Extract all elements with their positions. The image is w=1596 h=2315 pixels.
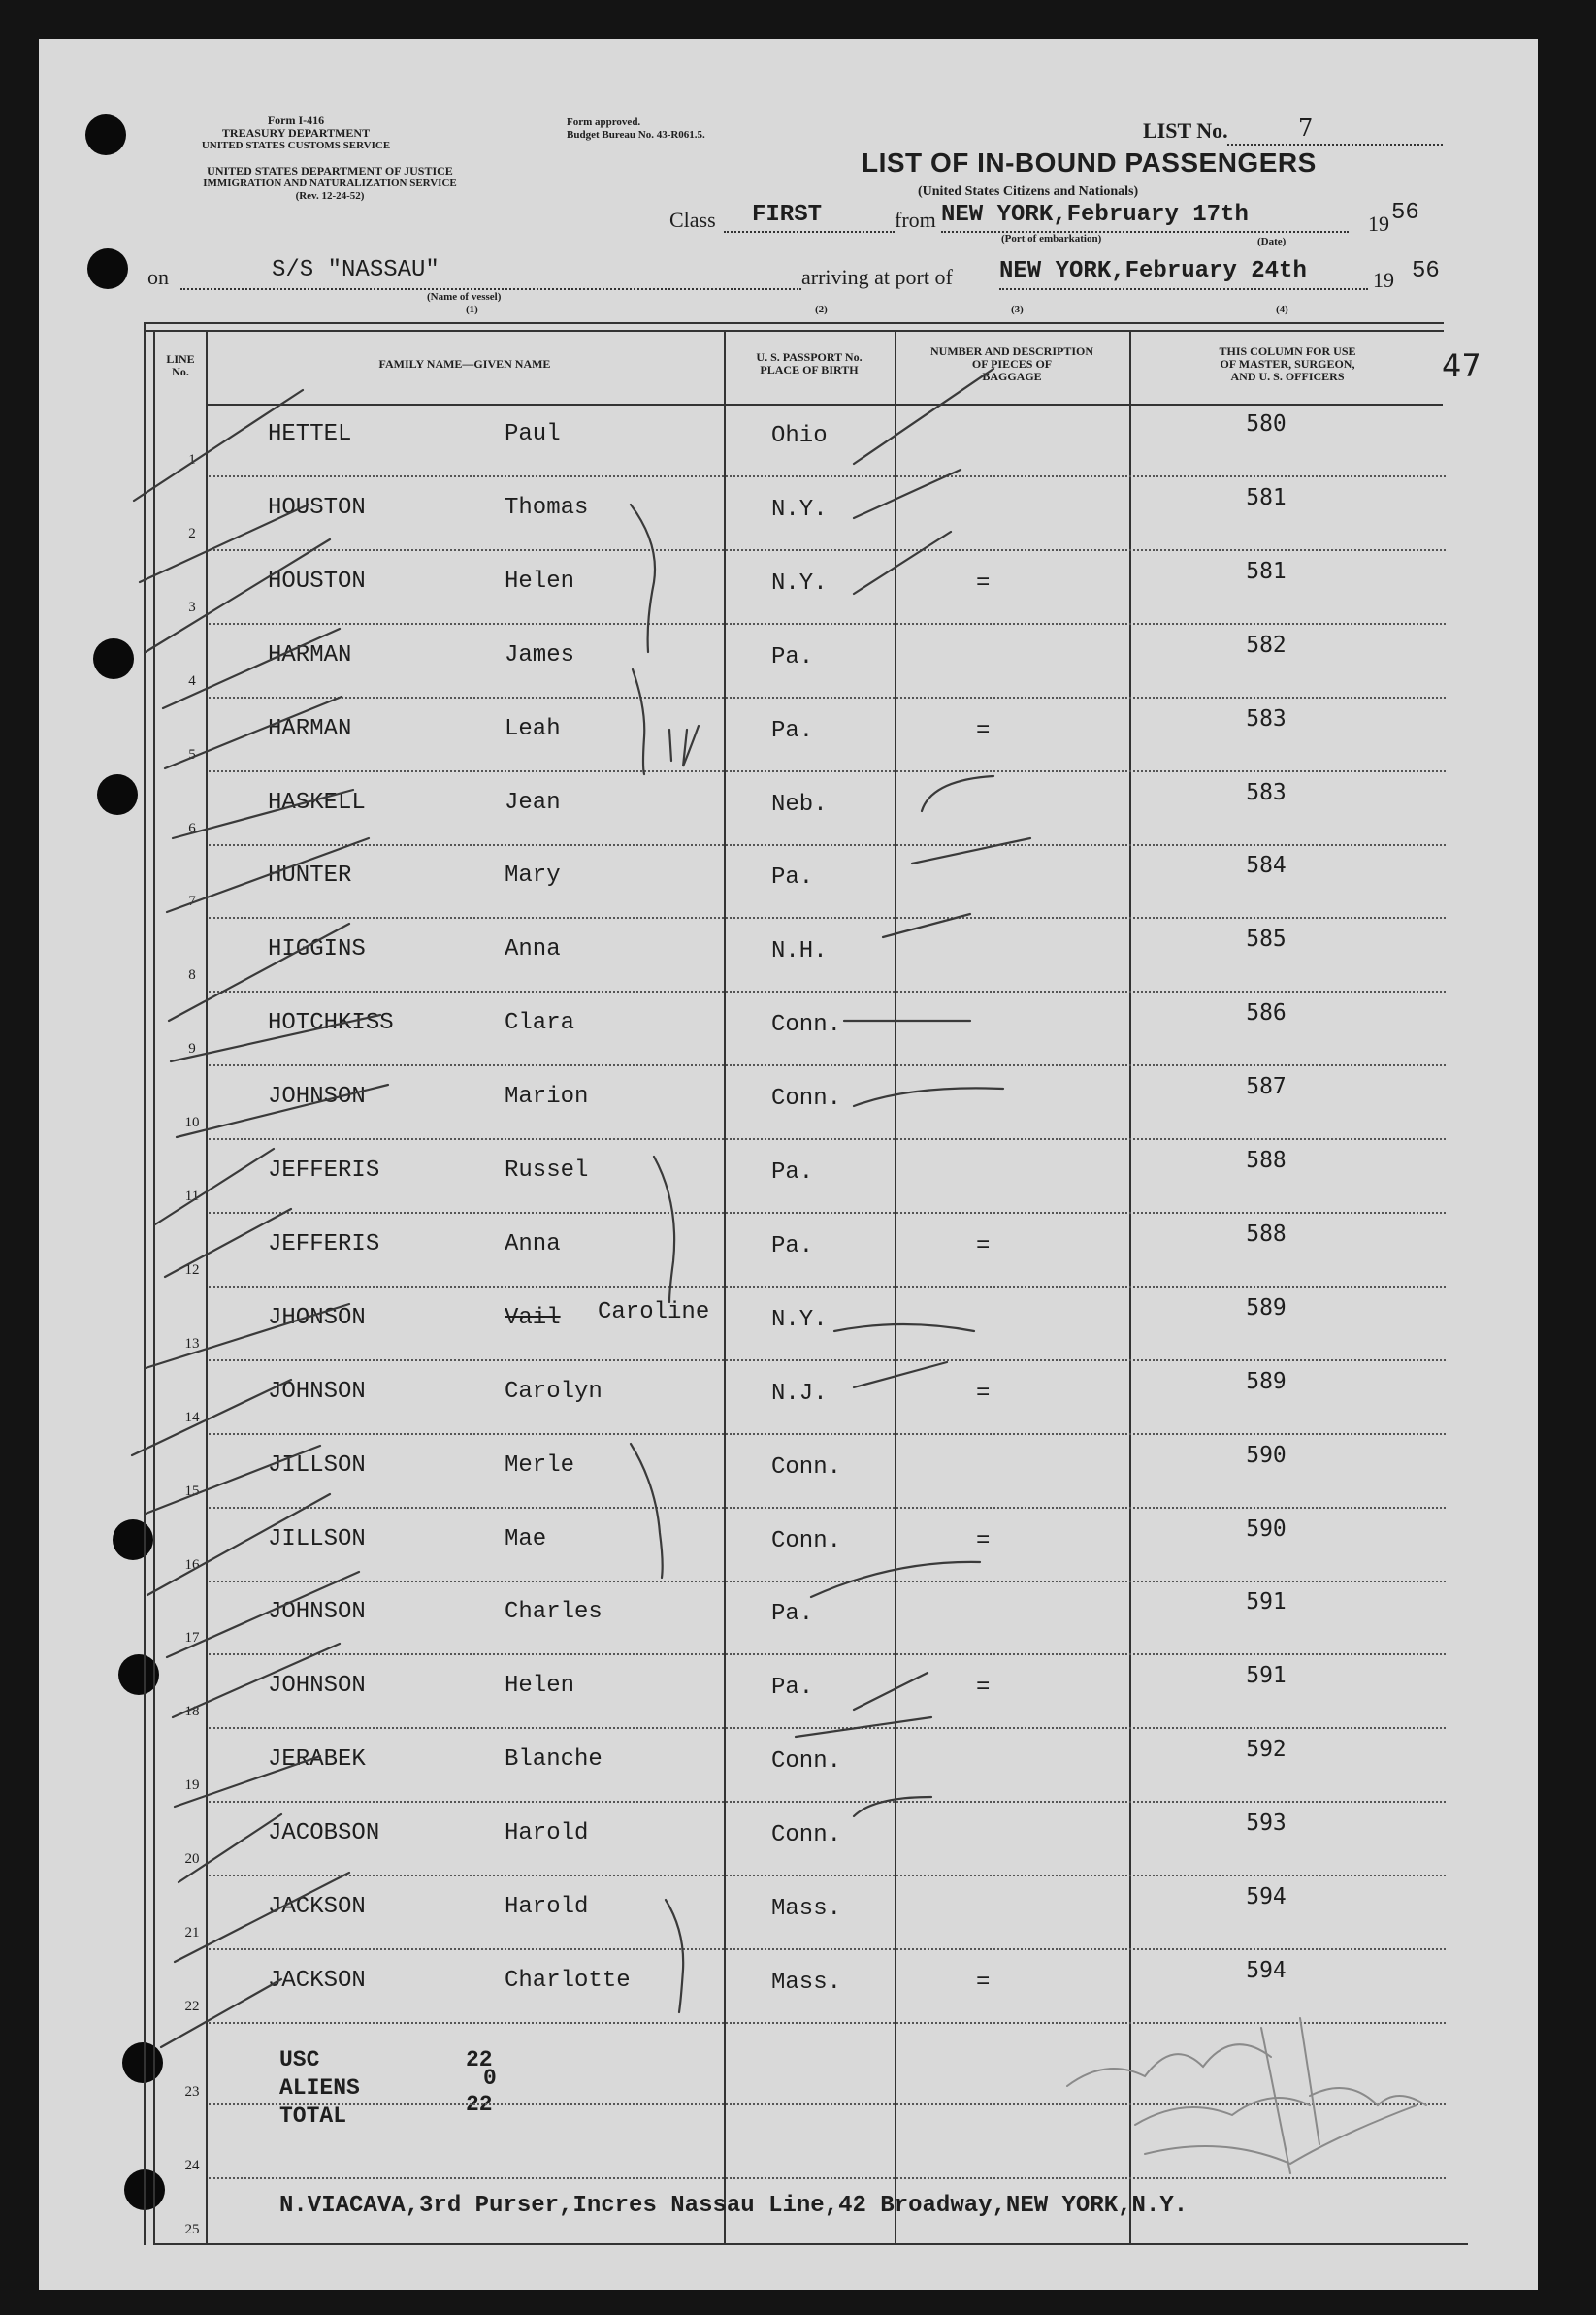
given-name: Harold [505, 1894, 589, 1920]
total-usc [279, 2045, 493, 2073]
line-number: 13 [184, 1335, 200, 1352]
line-number-24: 24 [184, 2158, 200, 2173]
punch-hole-7 [122, 2042, 163, 2083]
given-name: Helen [505, 568, 575, 595]
place-of-birth: N.H. [771, 938, 828, 965]
given-name: Anna [505, 1230, 561, 1257]
family-name: HOUSTON [268, 494, 366, 521]
ins-name: IMMIGRATION AND NATURALIZATION SERVICE [203, 178, 457, 189]
family-name: HASKELL [268, 789, 366, 816]
total-usc-value: 22 [466, 2047, 493, 2072]
row-line [209, 623, 1446, 625]
list-no-line [1227, 144, 1443, 146]
officer-number: 591 [1246, 1589, 1287, 1615]
given-name: Russel [505, 1158, 589, 1184]
arrival-line [999, 288, 1368, 290]
row-line [209, 1064, 1446, 1066]
budget-bureau: Budget Bureau No. 43-R061.5. [567, 129, 705, 141]
place-of-birth: N.Y. [771, 570, 828, 597]
table-row [0, 1731, 1596, 1805]
class-line [724, 231, 895, 233]
line-number-23: 23 [184, 2084, 200, 2100]
table-row [0, 1363, 1596, 1437]
total-total-label: TOTAL [279, 2103, 347, 2129]
place-of-birth: Pa. [771, 643, 814, 670]
family-name: HUNTER [268, 863, 352, 890]
family-name: JOHNSON [268, 1599, 366, 1626]
col-header-officers-1: THIS COLUMN FOR USE [1219, 344, 1356, 358]
line-number: 12 [184, 1261, 200, 1278]
line-number: 7 [188, 894, 196, 910]
row-line [209, 1286, 1446, 1288]
table-top-border-1 [144, 322, 1444, 324]
officer-number: 585 [1246, 927, 1287, 953]
family-name: JILLSON [268, 1451, 366, 1479]
row-line [209, 1359, 1446, 1361]
line-number: 3 [188, 599, 196, 615]
given-name: Charles [505, 1599, 603, 1626]
doj-block [144, 165, 516, 203]
row-line [209, 1653, 1446, 1655]
row-line-24 [209, 2177, 1446, 2179]
table-row [0, 1805, 1596, 1878]
given-name: Paul [505, 421, 561, 447]
row-line [209, 1581, 1446, 1582]
baggage-description: = [976, 1380, 991, 1407]
baggage-description: = [976, 1969, 991, 1996]
punch-hole-2 [87, 248, 128, 289]
table-row [0, 406, 1596, 479]
revision: (Rev. 12-24-52) [295, 190, 365, 202]
officer-number: 593 [1246, 1810, 1287, 1837]
page-subtitle: (United States Citizens and Nationals) [918, 184, 1139, 199]
form-info-block [199, 114, 393, 152]
page-title: LIST OF IN-BOUND PASSENGERS [862, 147, 1317, 178]
table-row [0, 847, 1596, 921]
line-number: 6 [188, 820, 196, 836]
table-row [0, 1437, 1596, 1511]
table-row [0, 1583, 1596, 1657]
total-total [279, 2092, 493, 2130]
officer-number: 584 [1246, 853, 1287, 879]
row-line-23 [209, 2103, 1446, 2105]
col-header-baggage-3: BAGGAGE [982, 370, 1042, 383]
place-of-birth: Pa. [771, 864, 814, 892]
row-line [209, 1212, 1446, 1214]
row-line [209, 697, 1446, 699]
officer-number: 582 [1246, 632, 1287, 658]
place-of-birth: N.Y. [771, 496, 828, 523]
row-line [209, 991, 1446, 993]
vessel-caption-num: (1) [466, 304, 478, 315]
family-name: JACKSON [268, 1967, 366, 1994]
total-aliens-value: 0 [483, 2066, 497, 2091]
baggage-description: = [976, 1232, 991, 1259]
given-name: Helen [505, 1673, 575, 1700]
place-of-birth: Conn. [771, 1527, 842, 1554]
line-number: 16 [184, 1556, 200, 1573]
line-number: 15 [184, 1483, 200, 1499]
officer-number: 590 [1246, 1442, 1287, 1468]
officer-number: 583 [1246, 779, 1287, 805]
line-number: 21 [184, 1925, 200, 1940]
table-bottom-border [153, 2243, 1468, 2245]
line-number: 1 [188, 452, 196, 468]
place-of-birth: N.J. [771, 1380, 828, 1407]
arrival-year: 56 [1412, 258, 1440, 284]
officer-number: 592 [1246, 1737, 1287, 1763]
place-of-birth: Conn. [771, 1012, 842, 1039]
place-of-birth: Conn. [771, 1086, 842, 1113]
table-row [0, 553, 1596, 627]
place-of-birth: N.Y. [771, 1306, 828, 1333]
col-header-line-no [157, 353, 204, 378]
col-header-passport-2: PLACE OF BIRTH [760, 363, 859, 376]
line-number: 4 [188, 672, 196, 689]
table-row [0, 1068, 1596, 1142]
line-number: 2 [188, 525, 196, 541]
baggage-description: = [976, 717, 991, 744]
place-of-birth: Mass. [771, 1969, 842, 1996]
table-row [0, 1511, 1596, 1584]
table-row [0, 627, 1596, 701]
officer-number: 589 [1246, 1368, 1287, 1394]
row-line [209, 1801, 1446, 1803]
vessel-name: S/S "NASSAU" [272, 257, 440, 283]
place-of-birth: Neb. [771, 791, 828, 818]
row-line [209, 549, 1446, 551]
family-name: JEFFERIS [268, 1158, 380, 1184]
list-no-value: 7 [1298, 114, 1314, 142]
given-name: Thomas [505, 494, 589, 521]
row-line [209, 1507, 1446, 1509]
place-of-birth: Conn. [771, 1748, 842, 1776]
family-name: JHONSON [268, 1304, 366, 1331]
place-of-birth: Conn. [771, 1453, 842, 1481]
approval-block [567, 116, 705, 142]
table-row [0, 1657, 1596, 1731]
arriving-label: arriving at port of [801, 265, 953, 289]
officer-number: 581 [1246, 484, 1287, 510]
total-total-value: 22 [466, 2092, 493, 2117]
total-aliens [279, 2066, 497, 2102]
officer-number: 583 [1246, 705, 1287, 732]
col-header-officers [1129, 345, 1446, 383]
family-name: JACKSON [268, 1894, 366, 1920]
vessel-line [180, 288, 801, 290]
place-of-birth: Conn. [771, 1822, 842, 1849]
total-aliens-label: ALIENS [279, 2075, 360, 2101]
line-number: 5 [188, 746, 196, 763]
line-number: 20 [184, 1851, 200, 1868]
officer-number: 587 [1246, 1074, 1287, 1100]
doj-name: UNITED STATES DEPARTMENT OF JUSTICE [207, 164, 453, 178]
row-line [209, 844, 1446, 846]
col-header-passport [724, 351, 895, 376]
punch-hole-1 [85, 114, 126, 155]
purser-signature-line: N.VIACAVA,3rd Purser,Incres Nassau Line,42 Broadway,NEW YORK,N.Y. [279, 2193, 1189, 2219]
from-label: from [895, 208, 936, 232]
family-name: JILLSON [268, 1525, 366, 1552]
col-num-3: (3) [1011, 304, 1024, 315]
family-name: HIGGINS [268, 936, 366, 963]
table-top-border-2 [144, 330, 1444, 332]
class-value: FIRST [752, 202, 823, 228]
col-num-2: (2) [815, 304, 828, 315]
baggage-description: = [976, 1527, 991, 1554]
table-row [0, 994, 1596, 1068]
place-of-birth: Pa. [771, 1675, 814, 1702]
table-row [0, 1952, 1596, 2026]
family-name: JOHNSON [268, 1673, 366, 1700]
table-row [0, 479, 1596, 553]
given-name: Blanche [505, 1746, 603, 1774]
baggage-description: = [976, 570, 991, 597]
from-value: NEW YORK,February 17th [941, 202, 1249, 228]
place-of-birth: Pa. [771, 1159, 814, 1186]
given-name: Mary [505, 863, 561, 890]
family-name: JERABEK [268, 1746, 366, 1774]
given-name: Merle [505, 1451, 575, 1479]
family-name: JACOBSON [268, 1820, 380, 1847]
family-name: JOHNSON [268, 1378, 366, 1405]
arrival-year-prefix: 19 [1373, 268, 1394, 292]
table-row [0, 774, 1596, 848]
port-caption: (Port of embarkation) [1001, 233, 1102, 245]
given-name: Anna [505, 936, 561, 963]
line-number: 10 [184, 1115, 200, 1131]
family-name: HOTCHKISS [268, 1010, 394, 1037]
place-of-birth: Mass. [771, 1896, 842, 1922]
table-row [0, 1289, 1596, 1363]
given-name: Marion [505, 1084, 589, 1111]
baggage-description: = [976, 1675, 991, 1702]
table-row [0, 1878, 1596, 1952]
line-number: 18 [184, 1704, 200, 1720]
arrival-value: NEW YORK,February 24th [999, 258, 1307, 284]
row-line [209, 770, 1446, 772]
place-of-birth: Pa. [771, 717, 814, 744]
officer-number: 594 [1246, 1884, 1287, 1909]
officer-number: 580 [1246, 411, 1287, 437]
given-name-struck: Vail [505, 1304, 561, 1331]
totals-block [279, 2045, 497, 2130]
family-name: HOUSTON [268, 568, 366, 595]
class-label: Class [669, 208, 716, 232]
table-row [0, 1142, 1596, 1216]
row-line [209, 1138, 1446, 1140]
officer-number: 586 [1246, 1000, 1287, 1027]
col-header-name: FAMILY NAME—GIVEN NAME [378, 357, 551, 371]
family-name: JEFFERIS [268, 1230, 380, 1257]
given-name: Charlotte [505, 1967, 631, 1994]
table-row [0, 921, 1596, 994]
given-name: Harold [505, 1820, 589, 1847]
year-prefix: 19 [1368, 212, 1389, 236]
line-number: 11 [184, 1189, 200, 1204]
place-of-birth: Pa. [771, 1232, 814, 1259]
col-header-line-no-text: LINE No. [166, 352, 195, 378]
officer-number: 588 [1246, 1221, 1287, 1247]
row-line [209, 1727, 1446, 1729]
vessel-caption: (Name of vessel) [427, 291, 502, 303]
given-name: James [505, 641, 575, 668]
treasury-department: TREASURY DEPARTMENT [221, 126, 371, 140]
officer-number: 591 [1246, 1663, 1287, 1689]
given-name: Carolyn [505, 1378, 603, 1405]
col-header-officers-3: AND U. S. OFFICERS [1230, 370, 1345, 383]
officer-number: 589 [1246, 1294, 1287, 1321]
year-value: 56 [1391, 200, 1419, 226]
form-approved: Form approved. [567, 116, 641, 128]
place-of-birth: Ohio [771, 423, 828, 449]
given-name: Leah [505, 715, 561, 742]
family-name: JOHNSON [268, 1084, 366, 1111]
col-num-4: (4) [1276, 304, 1288, 315]
page-number: 47 [1442, 347, 1482, 384]
line-number: 17 [184, 1630, 200, 1647]
row-line [209, 1875, 1446, 1876]
line-number: 8 [188, 967, 196, 984]
col-header-baggage [895, 345, 1129, 383]
col-header-baggage-2: OF PIECES OF [971, 357, 1053, 371]
table-row [0, 701, 1596, 774]
table-row [0, 1216, 1596, 1289]
line-number: 9 [188, 1041, 196, 1058]
col-header-passport-1: U. S. PASSPORT No. [756, 350, 863, 364]
given-name: Mae [505, 1525, 547, 1552]
officer-number: 590 [1246, 1516, 1287, 1542]
col-header-baggage-1: NUMBER AND DESCRIPTION [929, 344, 1094, 358]
officer-number: 581 [1246, 558, 1287, 584]
row-line [209, 917, 1446, 919]
row-line [209, 475, 1446, 477]
line-number: 22 [184, 1998, 200, 2014]
customs-service: UNITED STATES CUSTOMS SERVICE [201, 140, 391, 151]
officer-number: 594 [1246, 1957, 1287, 1983]
form-number: Form I-416 [267, 114, 325, 127]
date-caption: (Date) [1257, 236, 1287, 247]
line-number: 19 [184, 1777, 200, 1794]
officer-number: 588 [1246, 1148, 1287, 1173]
row-line [209, 2022, 1446, 2024]
row-line [209, 1948, 1446, 1950]
total-usc-label: USC [279, 2047, 320, 2072]
list-no-label: LIST No. [1143, 118, 1228, 143]
on-label: on [147, 265, 169, 289]
given-name: Caroline [598, 1298, 710, 1325]
line-number-25: 25 [184, 2222, 200, 2237]
col-header-officers-2: OF MASTER, SURGEON, [1220, 357, 1355, 371]
family-name: HARMAN [268, 715, 352, 742]
line-number: 14 [184, 1409, 200, 1425]
place-of-birth: Pa. [771, 1601, 814, 1628]
family-name: HETTEL [268, 421, 352, 447]
given-name: Jean [505, 789, 561, 816]
family-name: HARMAN [268, 641, 352, 668]
row-line [209, 1433, 1446, 1435]
given-name: Clara [505, 1010, 575, 1037]
